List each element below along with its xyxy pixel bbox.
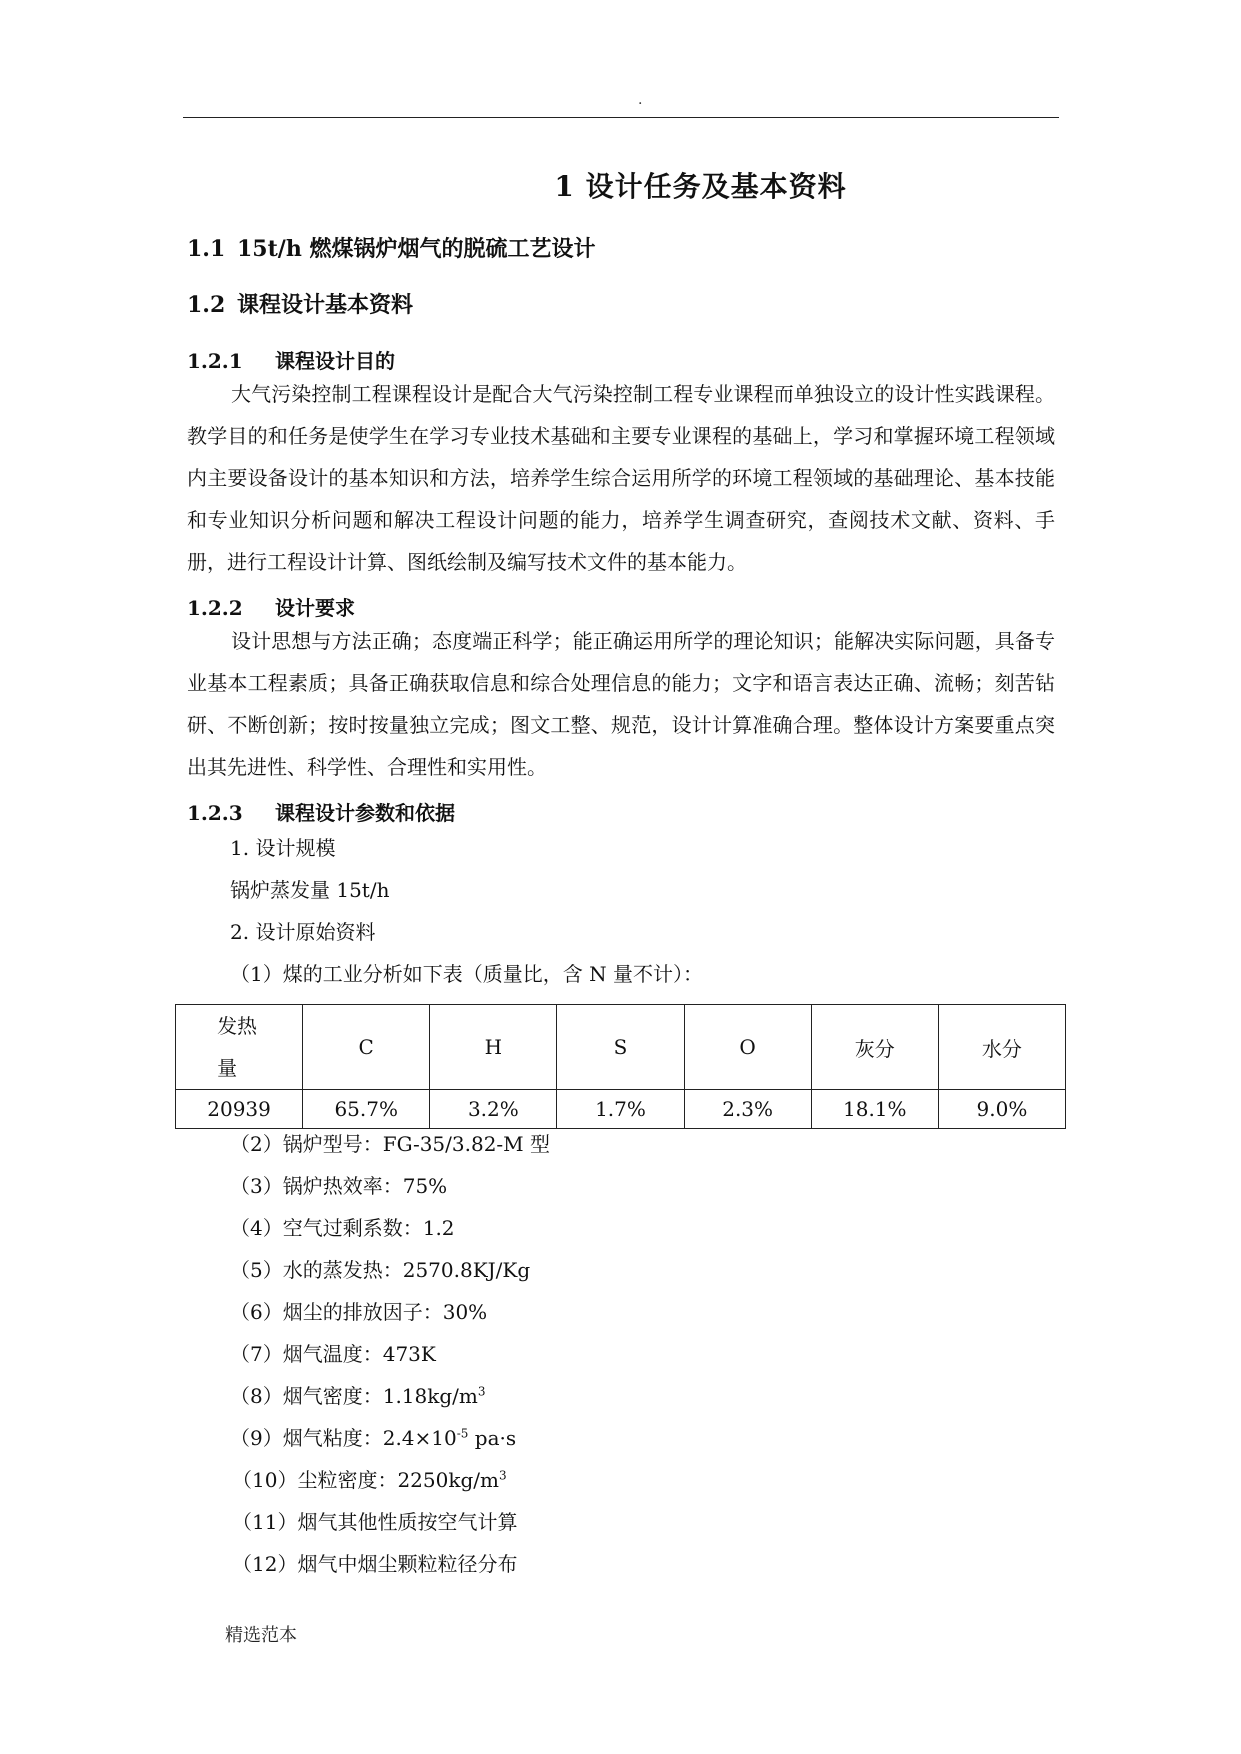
value-cell: 18.1% xyxy=(811,1090,938,1129)
section-number: 1.2.2 xyxy=(187,596,243,620)
section-1-2-3-heading xyxy=(187,797,455,826)
section-number: 1.2.1 xyxy=(187,349,243,373)
section-title: 课程设计基本资料 xyxy=(237,292,414,318)
section-number: 1.2.3 xyxy=(187,801,243,825)
header-cell: C xyxy=(303,1005,430,1090)
design-scale-value: 锅炉蒸发量 15t/h xyxy=(230,878,390,902)
header-rule xyxy=(183,117,1059,118)
list-item: （11）烟气其他性质按空气计算 xyxy=(232,1510,518,1534)
value-cell: 2.3% xyxy=(684,1090,811,1129)
header-cell: H xyxy=(430,1005,557,1090)
coal-analysis-table xyxy=(175,1004,1066,1129)
section-1-2-2-heading xyxy=(187,592,355,621)
list-item: （7）烟气温度：473K xyxy=(230,1342,436,1366)
value-cell: 65.7% xyxy=(303,1090,430,1129)
header-cell: 灰分 xyxy=(811,1005,938,1090)
header-cell: S xyxy=(557,1005,684,1090)
header-cell: 水分 xyxy=(938,1005,1065,1090)
chapter-title: 1 设计任务及基本资料 xyxy=(554,170,847,203)
value-cell: 20939 xyxy=(176,1090,303,1129)
section-title: 设计要求 xyxy=(275,596,355,620)
purpose-paragraph: 大气污染控制工程课程设计是配合大气污染控制工程专业课程而单独设立的设计性实践课程。教学目的和任务是使学生在学习专业技术基础和主要专业课程的基础上，学习和掌握环境工程领域内主要设备设计的基本知识和方法，培养学生综合运用所学的环境工程领域的基础理论、基本技能和专业知识分析问题和解决工程设计问题的能力，培养学生调查研究，查阅技术文献、资料、手册，进行工程设计计算、图纸绘制及编写技术文件的基本能力。 xyxy=(187,382,1055,574)
design-scale-label: 1. 设计规模 xyxy=(230,836,336,860)
section-title: 课程设计参数和依据 xyxy=(275,801,455,825)
raw-data-label: 2. 设计原始资料 xyxy=(230,920,376,944)
header-mark: . xyxy=(638,92,643,108)
list-item: （3）锅炉热效率：75% xyxy=(230,1174,448,1198)
table-header-row xyxy=(176,1005,1066,1090)
requirements-paragraph: 设计思想与方法正确；态度端正科学；能正确运用所学的理论知识；能解决实际问题，具备专业基本工程素质；具备正确获取信息和综合处理信息的能力；文字和语言表达正确、流畅；刻苦钻研、不断创新；按时按量独立完成；图文工整、规范，设计计算准确合理。整体设计方案要重点突出其先进性、科学性、合理性和实用性。 xyxy=(187,629,1055,779)
header-cell: 发热量 xyxy=(176,1005,303,1090)
section-1-2-1-heading xyxy=(187,345,395,374)
list-item: （6）烟尘的排放因子：30% xyxy=(230,1300,488,1324)
section-number: 1.2 xyxy=(187,292,226,318)
table-row xyxy=(176,1090,1066,1129)
section-title: 15t/h 燃煤锅炉烟气的脱硫工艺设计 xyxy=(237,236,596,262)
section-1-1-heading xyxy=(187,232,595,263)
value-cell: 1.7% xyxy=(557,1090,684,1129)
header-cell: O xyxy=(684,1005,811,1090)
list-item-particle-density: （10）尘粒密度：$2250kg/m^3$ xyxy=(232,1468,507,1492)
value-cell: 9.0% xyxy=(938,1090,1065,1129)
list-item-density: （8）烟气密度：$1.18kg/m^3$ xyxy=(230,1384,486,1408)
list-item: （2）锅炉型号：FG-35/3.82-M 型 xyxy=(230,1132,551,1156)
section-1-2-heading xyxy=(187,288,413,319)
value-cell: 3.2% xyxy=(430,1090,557,1129)
list-item-viscosity: （9）烟气粘度：$2.4\times 10^{-5}$ pa·s xyxy=(230,1426,517,1450)
section-title: 课程设计目的 xyxy=(275,349,395,373)
footer-text: 精选范本 xyxy=(225,1625,297,1646)
section-number: 1.1 xyxy=(187,236,226,262)
list-item: （4）空气过剩系数：1.2 xyxy=(230,1216,455,1240)
list-item: （5）水的蒸发热：2570.8KJ/Kg xyxy=(230,1258,531,1282)
table-caption: （1）煤的工业分析如下表（质量比，含 N 量不计）： xyxy=(230,962,703,986)
list-item: （12）烟气中烟尘颗粒粒径分布 xyxy=(232,1552,518,1576)
